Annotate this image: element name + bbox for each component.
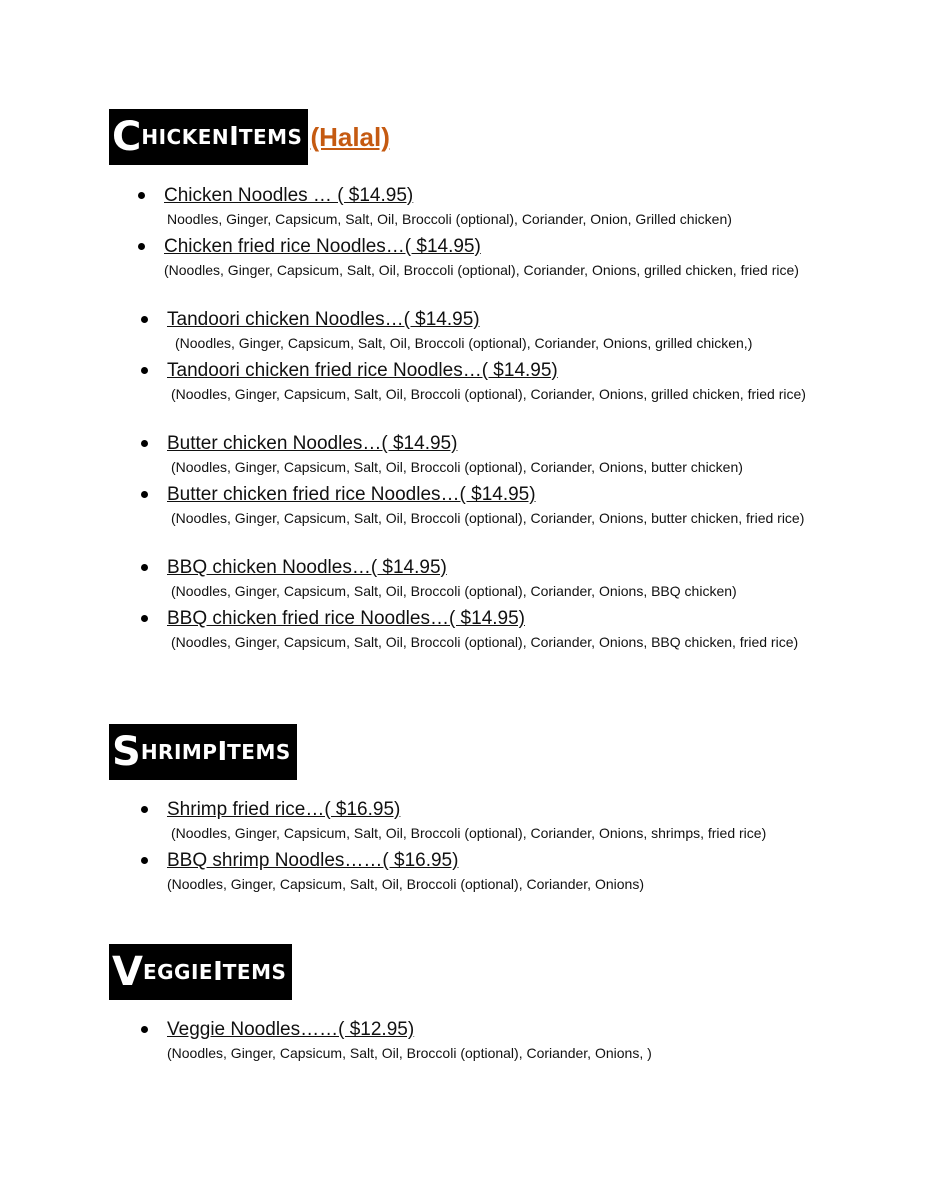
heading-initial: V: [112, 949, 143, 995]
menu-item: [167, 556, 847, 602]
menu-item: [164, 235, 844, 281]
heading-text: EGGIE: [142, 960, 214, 984]
heading-text-2: TEMS: [222, 960, 287, 984]
menu-item: [167, 483, 807, 529]
menu-item-title[interactable]: Chicken fried rice Noodles…( $14.95): [164, 236, 481, 257]
menu-item: [164, 184, 844, 230]
bullet-icon: [141, 1026, 148, 1033]
menu-item: [167, 798, 867, 844]
menu-item-description: Noodles, Ginger, Capsicum, Salt, Oil, Broccoli (optional), Coriander, Onion, Grilled chicken): [167, 211, 732, 227]
menu-item-description: (Noodles, Ginger, Capsicum, Salt, Oil, Broccoli (optional), Coriander, Onions, grilled chicken, fried rice): [164, 262, 799, 278]
chicken-items-heading: [109, 109, 390, 165]
bullet-icon: [138, 192, 145, 199]
bullet-icon: [141, 564, 148, 571]
menu-item-title[interactable]: Butter chicken Noodles…( $14.95): [167, 433, 458, 454]
menu-item-title[interactable]: Tandoori chicken fried rice Noodles…( $14.95): [167, 360, 558, 381]
menu-item-description: (Noodles, Ginger, Capsicum, Salt, Oil, Broccoli (optional), Coriander, Onions, grilled chicken, fried rice): [171, 386, 806, 402]
heading-initial-2: I: [229, 122, 239, 152]
bullet-icon: [138, 243, 145, 250]
menu-item-description: (Noodles, Ginger, Capsicum, Salt, Oil, Broccoli (optional), Coriander, Onions, BBQ chicken, fried rice): [171, 634, 799, 650]
menu-item: [167, 849, 847, 895]
menu-item-title[interactable]: Butter chicken fried rice Noodles…( $14.95): [167, 484, 536, 505]
heading-initial-2: I: [217, 737, 228, 767]
menu-item: [167, 607, 827, 653]
heading-text: HRIMP: [140, 740, 218, 764]
shrimp-items-heading-box: [109, 724, 297, 780]
menu-item-description: (Noodles, Ginger, Capsicum, Salt, Oil, Broccoli (optional), Coriander, Onions, butter chicken): [171, 459, 743, 475]
menu-item-description: (Noodles, Ginger, Capsicum, Salt, Oil, Broccoli (optional), Coriander, Onions, grilled chicken,): [175, 335, 753, 351]
bullet-icon: [141, 491, 148, 498]
menu-item: [167, 308, 847, 354]
menu-item-title[interactable]: Chicken Noodles … ( $14.95): [164, 185, 414, 206]
veggie-items-heading: [109, 944, 292, 1000]
menu-item: [167, 359, 807, 405]
menu-item: [167, 432, 847, 478]
bullet-icon: [141, 615, 148, 622]
menu-item-title[interactable]: Shrimp fried rice…( $16.95): [167, 799, 401, 820]
menu-item-title[interactable]: BBQ chicken Noodles…( $14.95): [167, 557, 447, 578]
heading-text: HICKEN: [141, 125, 230, 149]
shrimp-items-heading: [109, 724, 297, 780]
bullet-icon: [141, 806, 148, 813]
menu-item-description: (Noodles, Ginger, Capsicum, Salt, Oil, Broccoli (optional), Coriander, Onions, butter chicken, fried rice): [171, 510, 805, 526]
veggie-items-heading-box: [109, 944, 292, 1000]
heading-text-2: TEMS: [238, 125, 303, 149]
menu-item-description: (Noodles, Ginger, Capsicum, Salt, Oil, Broccoli (optional), Coriander, Onions, ): [167, 1045, 652, 1061]
menu-item-description: (Noodles, Ginger, Capsicum, Salt, Oil, Broccoli (optional), Coriander, Onions, shrimps, fried rice): [171, 825, 767, 841]
menu-item-title[interactable]: BBQ chicken fried rice Noodles…( $14.95): [167, 608, 525, 629]
menu-item-title[interactable]: Tandoori chicken Noodles…( $14.95): [167, 309, 480, 330]
bullet-icon: [141, 367, 148, 374]
heading-initial: C: [112, 114, 142, 160]
heading-text-2: TEMS: [227, 740, 291, 764]
menu-item: [167, 1018, 847, 1064]
heading-initial-2: I: [213, 957, 223, 987]
menu-item-title[interactable]: Veggie Noodles……( $12.95): [167, 1019, 415, 1040]
menu-item-title[interactable]: BBQ shrimp Noodles……( $16.95): [167, 850, 459, 871]
menu-item-description: (Noodles, Ginger, Capsicum, Salt, Oil, Broccoli (optional), Coriander, Onions): [167, 876, 644, 892]
bullet-icon: [141, 316, 148, 323]
bullet-icon: [141, 857, 148, 864]
chicken-items-heading-box: [109, 109, 308, 165]
bullet-icon: [141, 440, 148, 447]
menu-item-description: (Noodles, Ginger, Capsicum, Salt, Oil, Broccoli (optional), Coriander, Onions, BBQ chicken): [171, 583, 737, 599]
heading-initial: S: [112, 729, 141, 775]
halal-label: (Halal): [310, 122, 390, 152]
